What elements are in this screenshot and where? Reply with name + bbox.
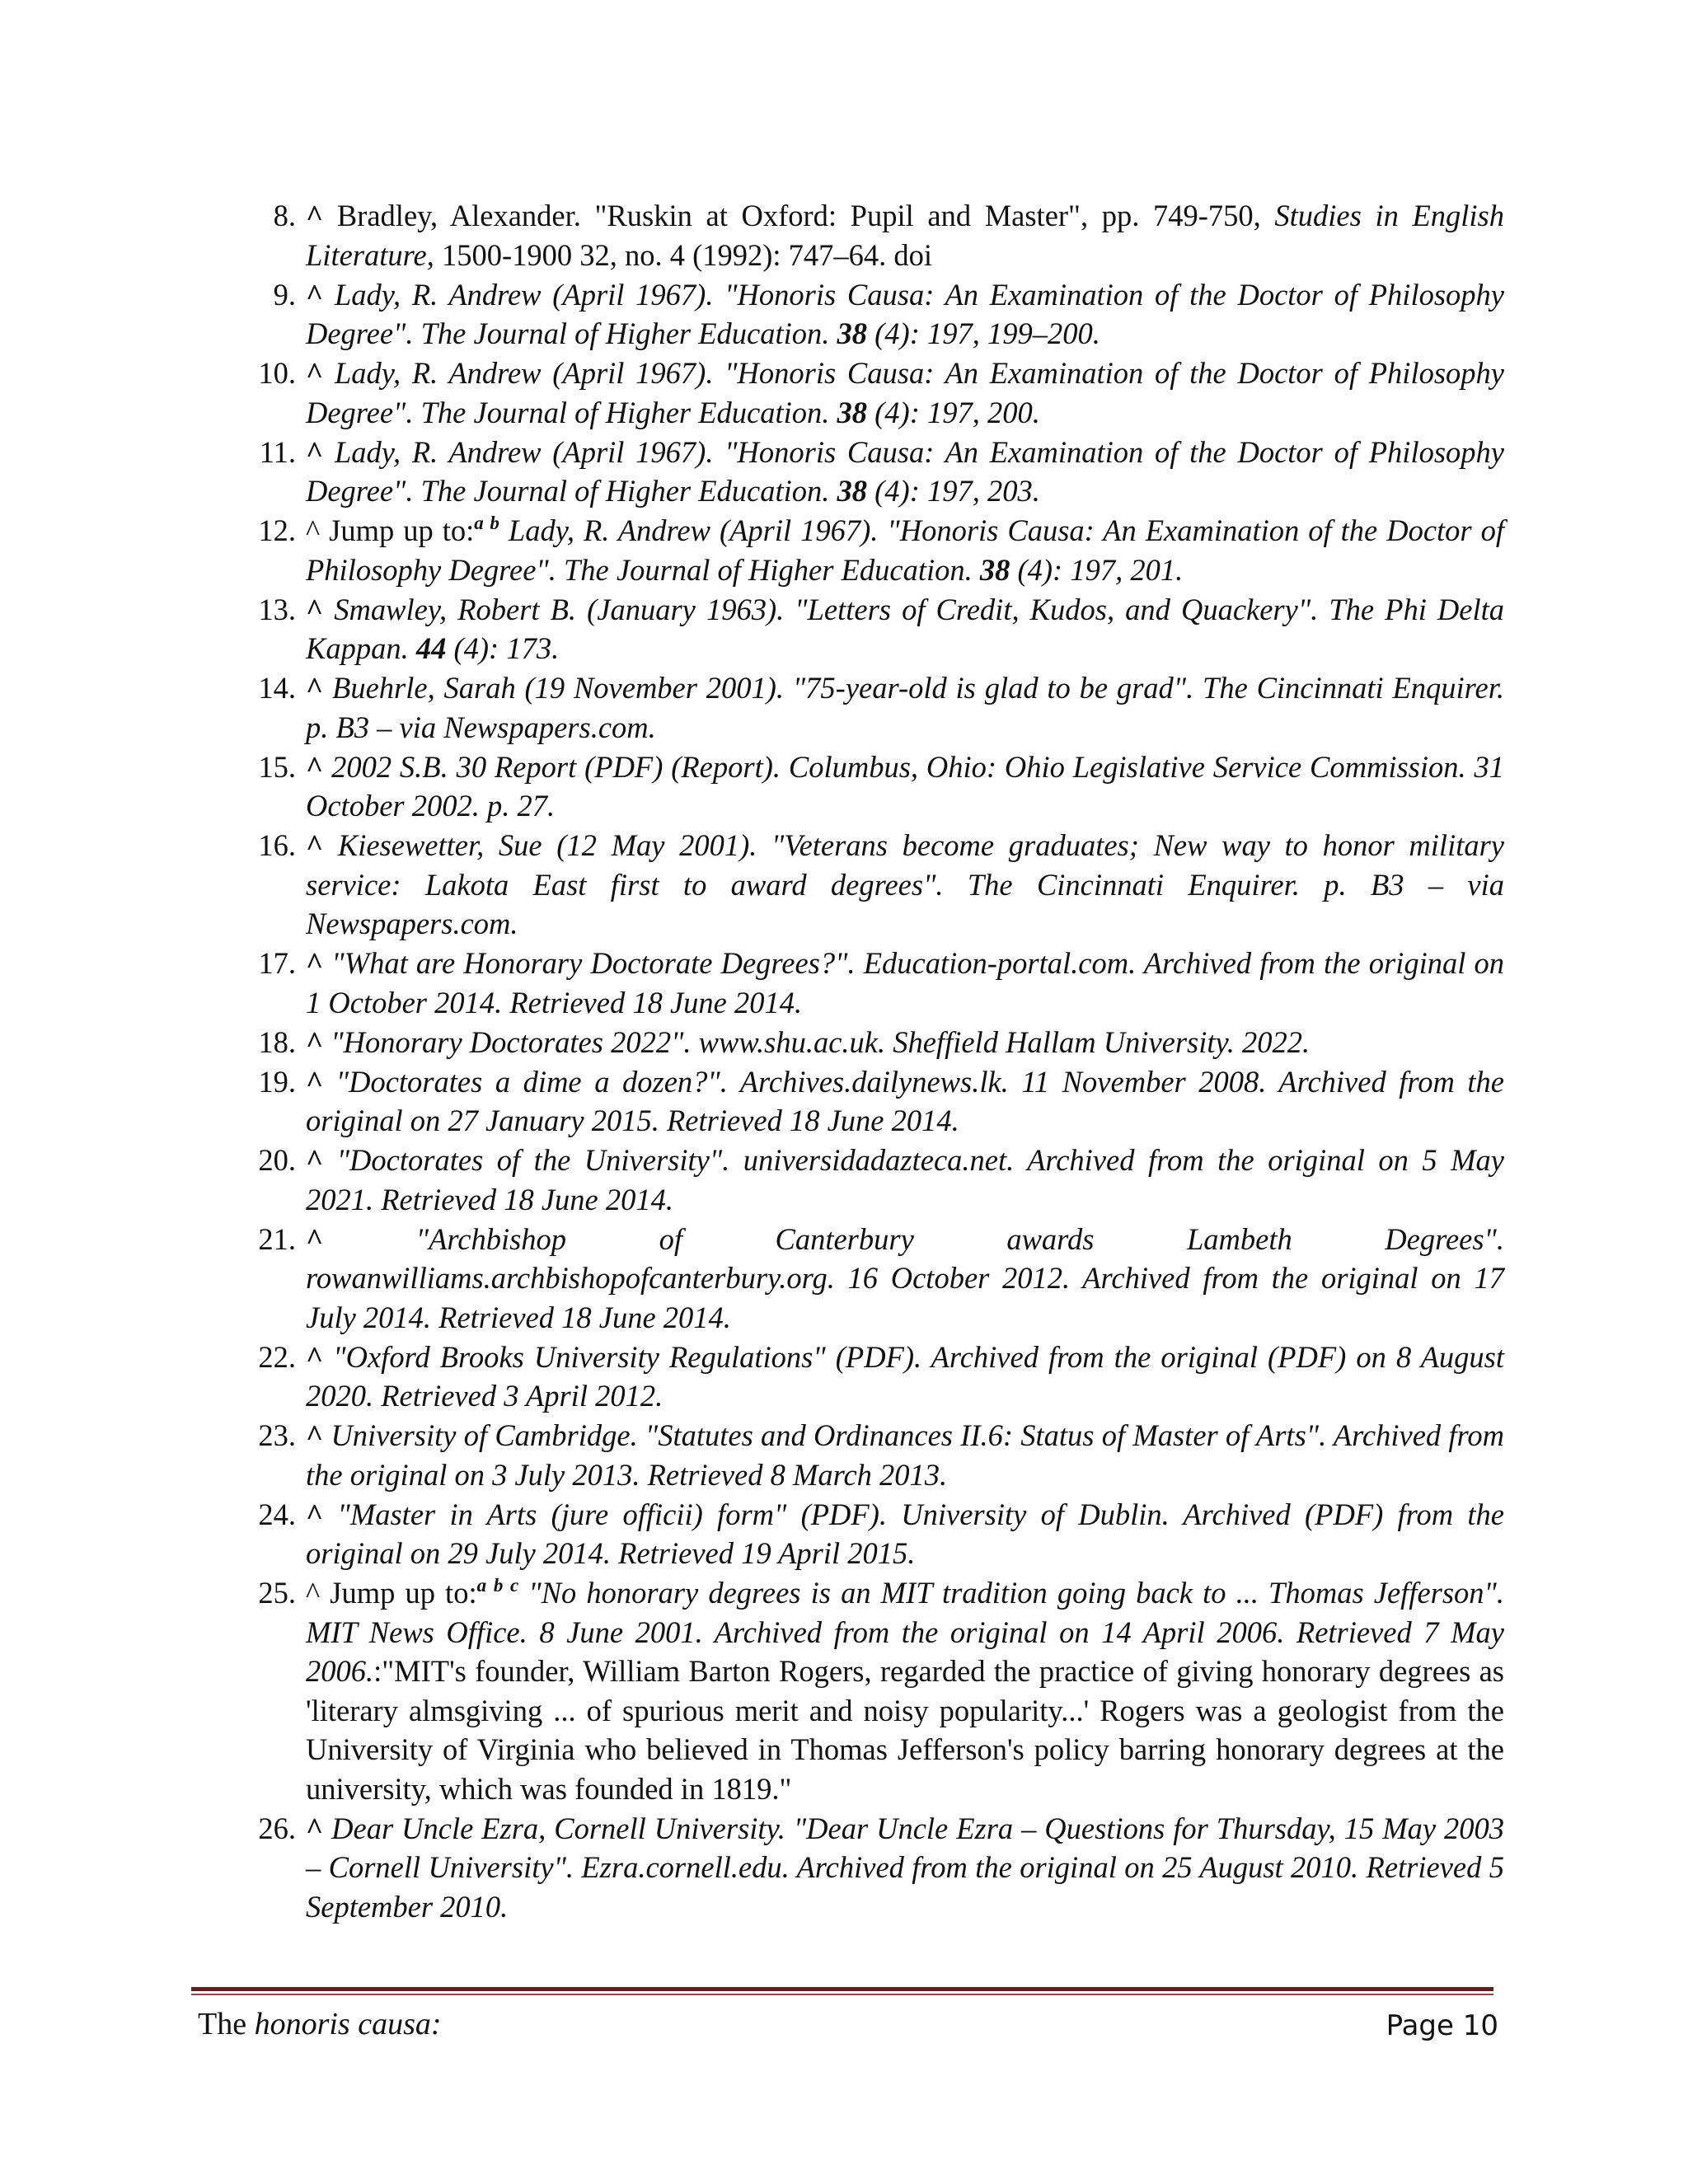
backlink-caret[interactable]: ^ bbox=[306, 1064, 324, 1099]
footer-rule bbox=[191, 1987, 1493, 1991]
backlink-caret[interactable]: ^ bbox=[306, 277, 324, 312]
reference-text: Dear Uncle Ezra, Cornell University. "Dear Uncle Ezra – Questions for Thursday, 15 May 2003 – Cornell University". Ezra.cornell.edu. Archived from the original on 25 August 2010. Retrieved 5 September 2010. bbox=[306, 1811, 1504, 1924]
backlink-caret[interactable]: ^ bbox=[306, 592, 324, 626]
jump-up-letters[interactable]: a b c bbox=[476, 1575, 519, 1596]
backlink-caret[interactable]: ^ bbox=[306, 1497, 324, 1531]
jump-up-label[interactable]: Jump up to: bbox=[330, 1576, 477, 1610]
reference-text: "Honorary Doctorates 2022". www.shu.ac.uk. Sheffield Hallam University. 2022. bbox=[331, 1024, 1311, 1059]
reference-text: Lady, R. Andrew (April 1967). "Honoris Causa: An Examination of the Doctor of Philosophy Degree". The Journal of Higher Education. bbox=[306, 434, 1504, 508]
reference-text: 38 bbox=[837, 474, 868, 508]
reference-item bbox=[251, 354, 1504, 432]
reference-number: 26. bbox=[258, 1811, 296, 1845]
footer-running-title bbox=[198, 2004, 442, 2044]
reference-number: 25. bbox=[258, 1576, 296, 1610]
reference-text: "No honorary degrees is an MIT tradition going back to ... Thomas Jefferson". MIT News Office. 8 June 2001. Archived from the original on 14 April 2006. Retrieved 7 May 2006. bbox=[306, 1576, 1505, 1688]
reference-text: , 1500-1900 32, no. 4 (1992): 747–64. doi bbox=[426, 237, 933, 272]
reference-text: (4): 197, 201. bbox=[1010, 552, 1184, 587]
backlink-caret[interactable]: ^ bbox=[306, 199, 324, 232]
reference-number: 20. bbox=[258, 1143, 296, 1177]
backlink-caret[interactable]: ^ bbox=[306, 1143, 324, 1177]
reference-item bbox=[251, 196, 1504, 274]
reference-number: 8. bbox=[273, 199, 296, 232]
reference-item bbox=[251, 1573, 1504, 1808]
reference-text: Kiesewetter, Sue (12 May 2001). "Veterans become graduates; New way to honor military service: Lakota East first to award degrees". The Cincinnati Enquirer. p. B3 – via Newspapers.com. bbox=[306, 828, 1505, 940]
reference-text: 38 bbox=[837, 316, 868, 350]
reference-number: 21. bbox=[258, 1221, 296, 1256]
reference-number: 24. bbox=[258, 1497, 296, 1531]
reference-item bbox=[251, 1495, 1504, 1573]
reference-number: 9. bbox=[273, 277, 296, 312]
reference-number: 13. bbox=[258, 592, 296, 626]
reference-text: 44 bbox=[415, 631, 447, 665]
reference-text: :"MIT's founder, William Barton Rogers, regarded the practice of giving honorary degrees as 'literary almsgiving ... of spurious merit and noisy popularity...' Rogers was a geologist from the University of Virginia who believed in Thomas Jefferson's policy barring honorary degrees at the university, which was founded in 1819." bbox=[306, 1654, 1504, 1806]
reference-number: 19. bbox=[258, 1064, 296, 1099]
backlink-caret[interactable]: ^ bbox=[306, 946, 324, 980]
reference-item bbox=[251, 1338, 1504, 1416]
reference-number: 11. bbox=[259, 434, 296, 469]
reference-text: "What are Honorary Doctorate Degrees?". Education-portal.com. Archived from the original on 1 October 2014. Retrieved 18 June 2014. bbox=[306, 946, 1504, 1019]
backlink-caret[interactable]: ^ bbox=[306, 828, 324, 862]
reference-item bbox=[251, 1416, 1504, 1494]
reference-item bbox=[251, 1023, 1504, 1062]
reference-item bbox=[251, 1062, 1504, 1141]
reference-text: Studies in English Literature bbox=[306, 199, 1505, 272]
reference-text: Buehrle, Sarah (19 November 2001). "75-year-old is glad to be grad". The Cincinnati Enquirer. p. B3 – via Newspapers.com. bbox=[306, 671, 1505, 744]
reference-text: Lady, R. Andrew (April 1967). "Honoris Causa: An Examination of the Doctor of Philosophy Degree". The Journal of Higher Education. bbox=[306, 356, 1504, 429]
backlink-caret[interactable]: ^ bbox=[306, 1221, 324, 1256]
reference-item bbox=[251, 1220, 1504, 1338]
backlink-caret[interactable]: ^ bbox=[306, 1576, 321, 1610]
jump-up-letters[interactable]: a b bbox=[474, 513, 499, 533]
backlink-caret[interactable]: ^ bbox=[306, 1339, 324, 1374]
reference-text: (4): 197, 199–200. bbox=[867, 316, 1100, 350]
reference-text: University of Cambridge. "Statutes and Ordinances II.6: Status of Master of Arts". Archived from the original on 3 July 2013. Retrieved 8 March 2013. bbox=[306, 1418, 1505, 1492]
reference-item bbox=[251, 748, 1504, 826]
reference-text: "Oxford Brooks University Regulations" (PDF). Archived from the original (PDF) on 8 August 2020. Retrieved 3 April 2012. bbox=[306, 1339, 1505, 1413]
reference-text: Lady, R. Andrew (April 1967). "Honoris Causa: An Examination of the Doctor of Philosophy Degree". The Journal of Higher Education. bbox=[306, 277, 1504, 350]
reference-item bbox=[251, 1809, 1504, 1927]
reference-list bbox=[251, 196, 1504, 1927]
reference-item bbox=[251, 1141, 1504, 1219]
reference-number: 18. bbox=[258, 1024, 296, 1059]
backlink-caret[interactable]: ^ bbox=[306, 356, 324, 390]
reference-text: Smawley, Robert B. (January 1963). "Letters of Credit, Kudos, and Quackery". The Phi Delta Kappan. bbox=[306, 592, 1505, 665]
reference-text: Bradley, Alexander. "Ruskin at Oxford: Pupil and Master", pp. 749-750, bbox=[336, 199, 1275, 232]
reference-number: 23. bbox=[258, 1418, 296, 1452]
reference-text: (4): 197, 200. bbox=[867, 395, 1040, 429]
reference-number: 22. bbox=[258, 1339, 296, 1374]
jump-up-label[interactable]: Jump up to: bbox=[329, 513, 475, 547]
reference-text: 38 bbox=[837, 395, 868, 429]
reference-text: "Doctorates a dime a dozen?". Archives.dailynews.lk. 11 November 2008. Archived from the original on 27 January 2015. Retrieved 18 June 2014. bbox=[306, 1064, 1505, 1137]
reference-text: (4): 173. bbox=[446, 631, 560, 665]
reference-text: 38 bbox=[979, 552, 1010, 587]
reference-number: 16. bbox=[258, 828, 296, 862]
reference-item bbox=[251, 433, 1504, 511]
backlink-caret[interactable]: ^ bbox=[306, 1418, 324, 1452]
reference-item bbox=[251, 668, 1504, 747]
reference-text: 2002 S.B. 30 Report (PDF) (Report). Columbus, Ohio: Ohio Legislative Service Commission. 31 October 2002. p. 27. bbox=[306, 749, 1505, 823]
reference-text: "Master in Arts (jure officii) form" (PDF). University of Dublin. Archived (PDF) from the original on 29 July 2014. Retrieved 19 April 2015. bbox=[306, 1497, 1505, 1570]
reference-item bbox=[251, 826, 1504, 944]
reference-item bbox=[251, 590, 1504, 668]
reference-number: 14. bbox=[258, 671, 296, 705]
reference-number: 12. bbox=[258, 513, 296, 547]
backlink-caret[interactable]: ^ bbox=[306, 749, 324, 784]
backlink-caret[interactable]: ^ bbox=[306, 1811, 324, 1845]
reference-item bbox=[251, 511, 1504, 589]
footer-rule-thin bbox=[191, 1994, 1493, 1995]
reference-text: "Archbishop of Canterbury awards Lambeth Degrees". rowanwilliams.archbishopofcanterbury.org. 16 October 2012. Archived from the original on 17 July 2014. Retrieved 18 June 2014. bbox=[306, 1221, 1505, 1334]
backlink-caret[interactable]: ^ bbox=[306, 434, 324, 469]
footer-title-plain: The bbox=[198, 2007, 255, 2041]
footer-title-italic: honoris causa: bbox=[254, 2007, 442, 2041]
reference-item bbox=[251, 944, 1504, 1022]
reference-item bbox=[251, 275, 1504, 354]
backlink-caret[interactable]: ^ bbox=[306, 1024, 324, 1059]
reference-number: 15. bbox=[258, 749, 296, 784]
backlink-caret[interactable]: ^ bbox=[306, 671, 324, 705]
reference-number: 17. bbox=[258, 946, 296, 980]
reference-text: (4): 197, 203. bbox=[867, 474, 1040, 508]
page-number: Page 10 bbox=[1386, 2009, 1498, 2042]
reference-text: Lady, R. Andrew (April 1967). "Honoris Causa: An Examination of the Doctor of Philosophy Degree". The Journal of Higher Education. bbox=[306, 513, 1504, 587]
reference-number: 10. bbox=[258, 356, 296, 390]
backlink-caret[interactable]: ^ bbox=[306, 513, 321, 547]
reference-text: "Doctorates of the University". universidadazteca.net. Archived from the original on 5 May 2021. Retrieved 18 June 2014. bbox=[306, 1143, 1504, 1216]
